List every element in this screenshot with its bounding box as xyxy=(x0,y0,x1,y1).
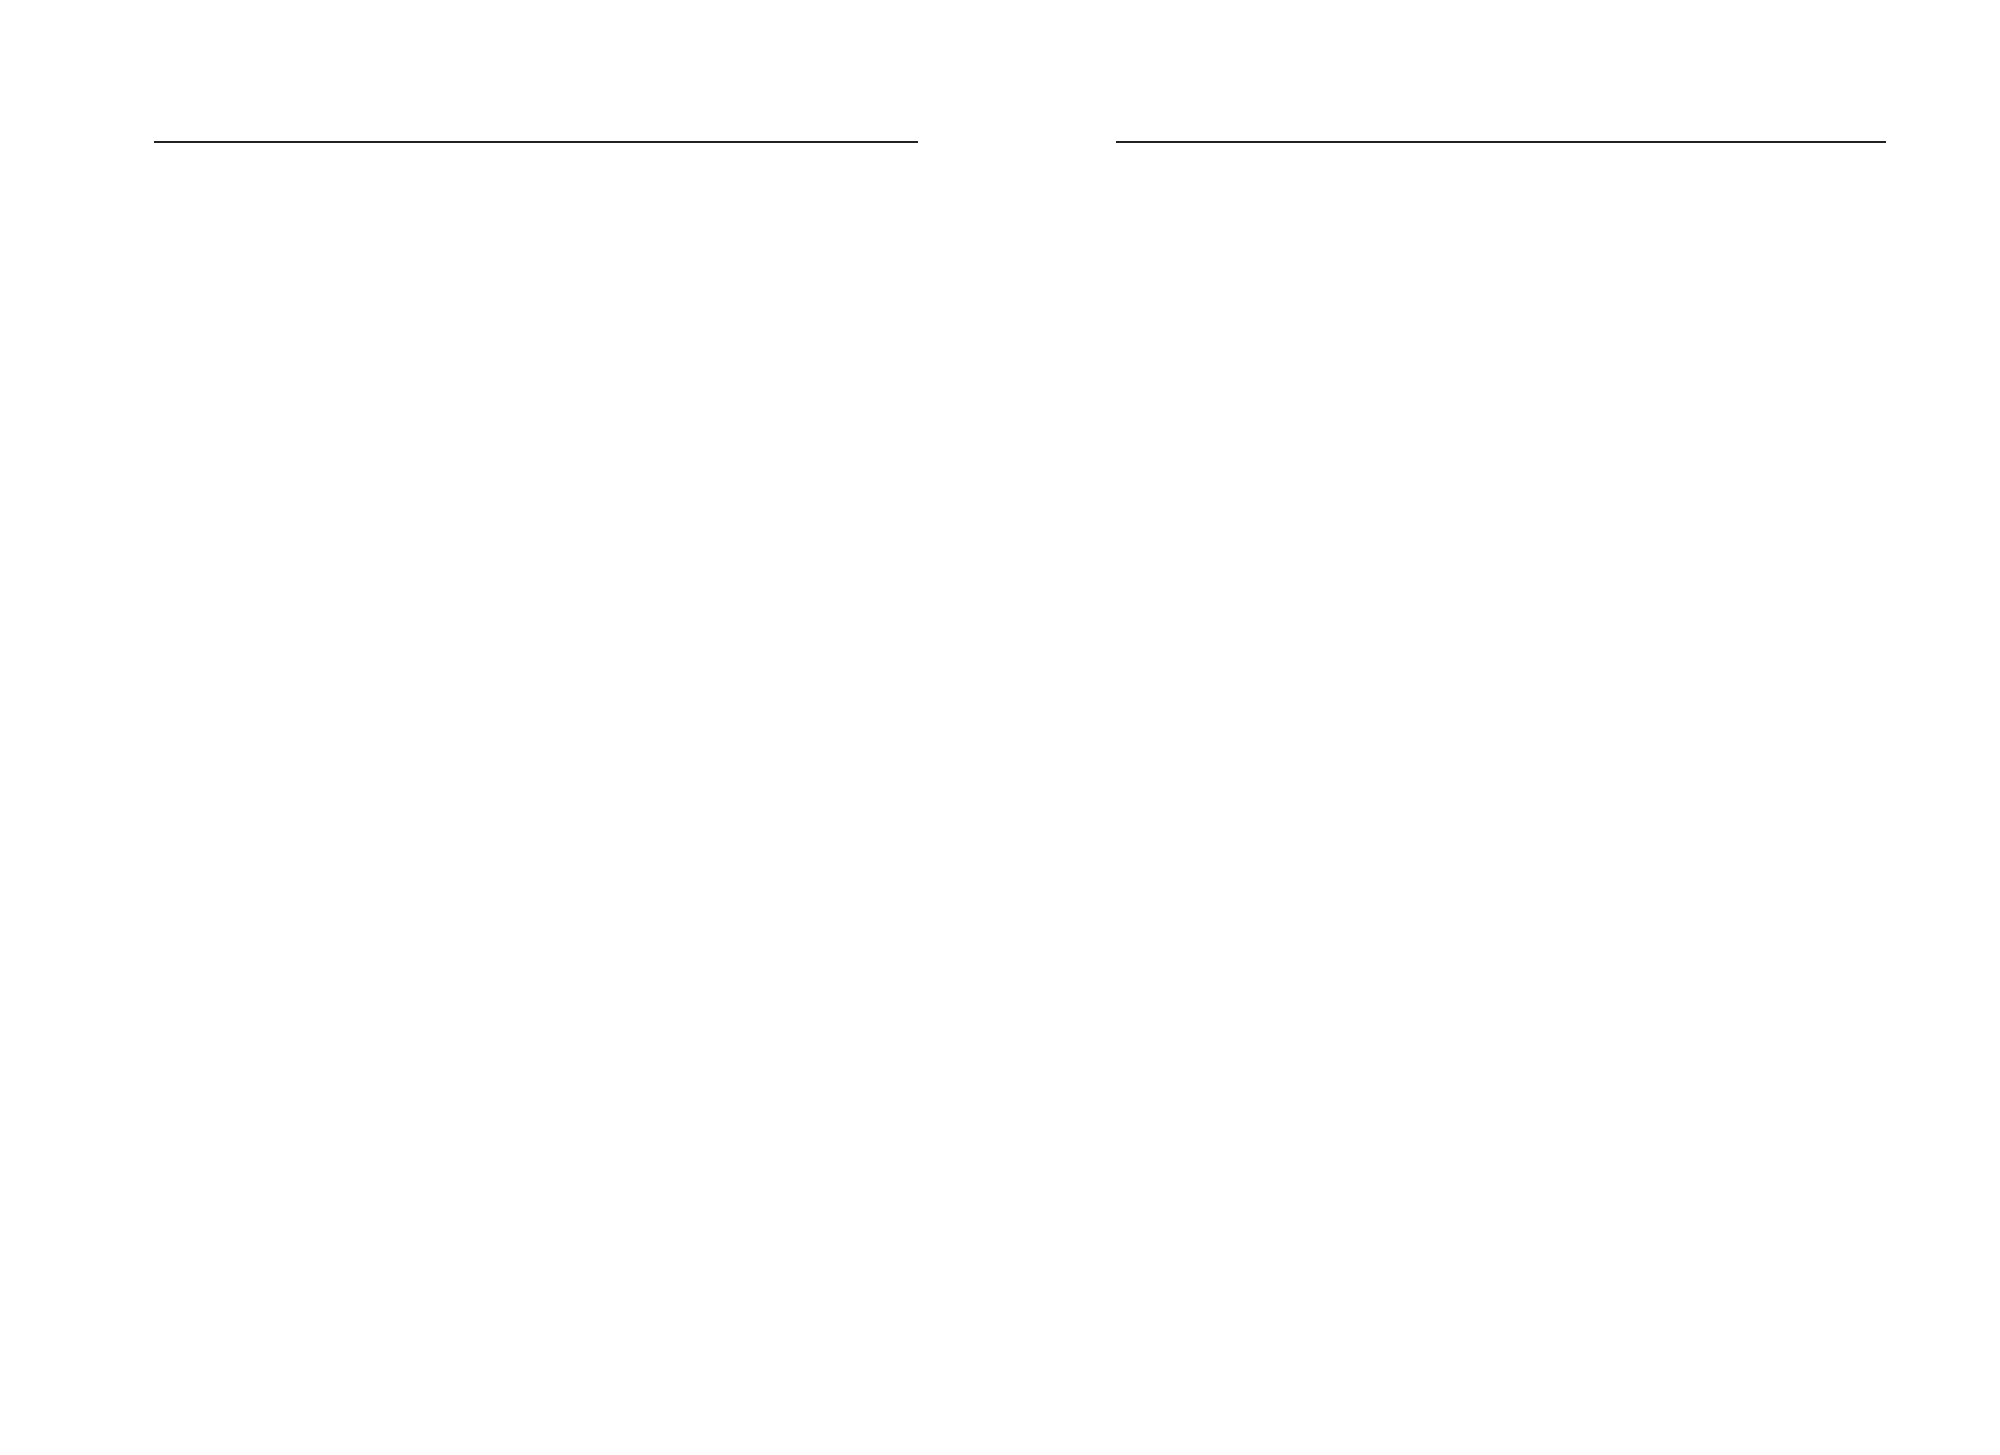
text-line xyxy=(190,1148,918,1185)
text-line xyxy=(1116,965,1886,1002)
text-line xyxy=(1116,380,1886,417)
text-line xyxy=(1116,160,1886,197)
text-line xyxy=(1116,416,1886,453)
left-page-header xyxy=(154,92,918,132)
text-line xyxy=(1116,1221,1886,1258)
right-page-text xyxy=(1116,160,1886,1368)
text-line xyxy=(190,197,918,234)
text-line xyxy=(1116,306,1886,343)
text-line xyxy=(190,1111,918,1148)
blank-line xyxy=(190,746,918,783)
text-line xyxy=(1116,599,1886,636)
text-line xyxy=(1116,672,1886,709)
text-line xyxy=(1116,928,1886,965)
text-line xyxy=(190,672,918,709)
blank-line xyxy=(190,1185,918,1222)
text-line xyxy=(1116,746,1886,783)
blank-line xyxy=(190,928,918,965)
text-line xyxy=(190,855,918,892)
blank-line xyxy=(190,563,918,600)
text-line xyxy=(190,1075,918,1112)
text-line xyxy=(1116,489,1886,526)
text-line xyxy=(1116,819,1886,856)
text-line xyxy=(1116,1258,1886,1295)
text-line xyxy=(190,636,918,673)
text-line xyxy=(1116,636,1886,673)
text-line xyxy=(190,453,918,490)
text-line xyxy=(190,782,918,819)
text-line xyxy=(1116,526,1886,563)
text-line xyxy=(190,1038,918,1075)
text-line xyxy=(190,1331,918,1368)
text-line xyxy=(190,306,918,343)
text-line xyxy=(190,416,918,453)
text-line xyxy=(1116,563,1886,600)
text-line xyxy=(1116,197,1886,234)
text-line xyxy=(1116,1075,1886,1112)
right-page-header xyxy=(1116,92,1886,132)
text-line xyxy=(190,380,918,417)
text-line xyxy=(190,1002,918,1039)
text-line xyxy=(190,343,918,380)
text-line xyxy=(1116,453,1886,490)
text-line xyxy=(190,233,918,270)
text-line xyxy=(190,1294,918,1331)
text-line xyxy=(190,526,918,563)
text-line xyxy=(1116,1294,1886,1331)
text-line xyxy=(190,489,918,526)
text-line xyxy=(190,160,918,197)
text-line xyxy=(1116,1185,1886,1222)
text-line xyxy=(190,965,918,1002)
text-line xyxy=(1116,233,1886,270)
text-line xyxy=(1116,1331,1886,1368)
text-line xyxy=(190,599,918,636)
text-line xyxy=(1116,709,1886,746)
text-line xyxy=(1116,1038,1886,1075)
header-rule-right xyxy=(1116,141,1886,143)
left-page-text xyxy=(190,160,918,1368)
text-line xyxy=(1116,782,1886,819)
text-line xyxy=(1116,343,1886,380)
header-rule-left xyxy=(154,141,918,143)
text-line xyxy=(1116,855,1886,892)
text-line xyxy=(190,892,918,929)
text-line xyxy=(190,270,918,307)
text-line xyxy=(190,1221,918,1258)
text-line xyxy=(1116,892,1886,929)
text-line xyxy=(1116,1111,1886,1148)
text-line xyxy=(190,709,918,746)
text-line xyxy=(190,819,918,856)
right-page xyxy=(1000,0,2000,1455)
text-line xyxy=(1116,1002,1886,1039)
text-line xyxy=(190,1258,918,1295)
text-line xyxy=(1116,270,1886,307)
text-line xyxy=(1116,1148,1886,1185)
